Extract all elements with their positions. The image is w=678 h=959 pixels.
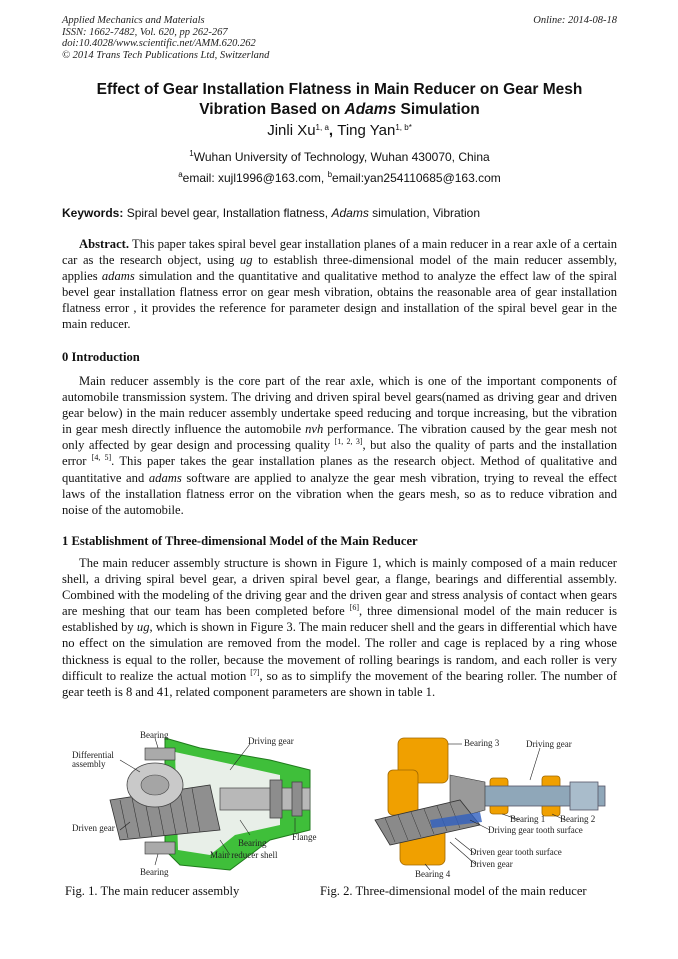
author-separator: ,	[328, 122, 338, 139]
main-reducer-assembly-image	[70, 730, 330, 880]
citation[interactable]: [7]	[250, 667, 260, 677]
email-b-sup: b	[327, 170, 333, 179]
abstract-text: simulation and the quantitative and qualitative method to analyze the effect law of the spiral bevel gear installation flatness error on gear mesh vibration, obtains the reasonable area of gear installation flatness error , it provides the reference for parameter design and installation of the spiral bevel gear in the main reducer.	[62, 269, 617, 332]
fig1-label-bearing-top: Bearing	[140, 730, 169, 740]
figure-2	[370, 730, 615, 880]
abstract-ug: ug	[239, 253, 253, 268]
abstract-text: This paper takes spiral bevel gear installation planes of a main reducer in a rear axle of a certain car as the research object, using	[62, 237, 617, 268]
keywords-label: Keywords:	[62, 206, 124, 220]
keywords	[62, 206, 480, 220]
email-a[interactable]: email: xujl1996@163.com,	[182, 171, 328, 185]
title-line-2	[62, 100, 617, 120]
fig1-label-flange: Flange	[292, 832, 317, 842]
author-1: Jinli Xu	[267, 122, 316, 139]
author-list	[62, 122, 617, 139]
fig1-label-bearing-bottom: Bearing	[140, 867, 169, 877]
title-text: Vibration Based on	[199, 101, 345, 118]
section-0-heading: 0 Introduction	[62, 350, 140, 364]
title-text-end: Simulation	[396, 101, 480, 118]
section-0-paragraph	[62, 373, 617, 518]
affiliation-text: Wuhan University of Technology, Wuhan 430070, China	[193, 150, 490, 164]
email-line	[62, 171, 617, 185]
keywords-emphasis: Adams	[331, 206, 369, 220]
section-0-text: , but also the quality of parts and the installation error	[62, 438, 618, 469]
fig1-label-driving-gear: Driving gear	[248, 736, 294, 746]
section-0-adams: adams	[148, 470, 182, 485]
journal-name: Applied Mechanics and Materials	[62, 15, 205, 26]
title-line-1: Effect of Gear Installation Flatness in Main Reducer on Gear Mesh	[96, 81, 583, 98]
issn-line: ISSN: 1662-7482, Vol. 620, pp 262-267	[62, 26, 228, 38]
section-1-text: , three dimensional model of the main reducer is established by	[62, 604, 617, 635]
email-b[interactable]: email:yan254110685@163.com	[332, 171, 501, 185]
citation[interactable]: [1, 2, 3]	[334, 437, 363, 447]
section-0-nvh: nvh	[305, 422, 324, 437]
section-0-text: software are applied to analyze the gear mesh vibration, trying to reveal the effect laws of the installation flatness error on the vibration when the gears mesh, so as to reduce vibration and noise of the automobile.	[62, 470, 617, 517]
paper-title	[62, 80, 617, 120]
affiliation	[62, 150, 617, 164]
fig2-label-driving-surface: Driving gear tooth surface	[488, 825, 583, 835]
abstract-adams: adams	[101, 269, 135, 284]
fig2-label-driven-surface: Driven gear tooth surface	[470, 847, 562, 857]
section-1-text: , which is shown in Figure 3. The main reducer shell and the gears in differential which have no effect on the simulation are removed from the model. The roller and cage is replaced by a ring whose thickness is equal to the roller, because the movement of rolling bearings is random, and each roller is very difficult to realize the actual motion	[62, 620, 618, 683]
fig1-label-driven-gear: Driven gear	[72, 823, 115, 833]
citation[interactable]: [6]	[349, 603, 360, 613]
section-0-text: performance. The vibration caused by the gear mesh not only affected by gear design and processing quality	[62, 422, 617, 453]
section-1-text: , so as to simplify the movement of the bearing roller. The number of gear teeth is 8 and 41, related component parameters are shown in table 1.	[62, 668, 617, 699]
three-dimensional-model-image	[370, 730, 615, 880]
author-1-sup: 1, a	[315, 123, 329, 132]
email-a-sup: a	[178, 170, 183, 179]
fig2-label-bearing3: Bearing 3	[464, 738, 500, 748]
journal-header	[62, 15, 617, 61]
online-date: Online: 2014-08-18	[533, 15, 617, 26]
title-emphasis: Adams	[344, 101, 397, 118]
figure-1	[70, 730, 330, 880]
fig1-label-differential: Differential	[72, 750, 114, 760]
abstract-text: to establish three-dimensional model of the main reducer assembly, applies	[62, 253, 617, 284]
affiliation-sup: 1	[189, 149, 194, 158]
fig2-label-bearing1: Bearing 1	[510, 814, 546, 824]
fig1-label-bearing-mid: Bearing	[238, 838, 267, 848]
fig2-label-bearing4: Bearing 4	[415, 869, 451, 879]
author-2: Ting Yan	[337, 122, 396, 139]
keywords-text-end: simulation, Vibration	[368, 206, 481, 220]
abstract-paragraph	[62, 236, 617, 333]
doi-line[interactable]: doi:10.4028/www.scientific.net/AMM.620.262	[62, 38, 256, 49]
fig2-label-driving-gear: Driving gear	[526, 739, 572, 749]
citation[interactable]: [4, 5]	[91, 453, 112, 463]
abstract-label: Abstract.	[79, 237, 130, 251]
author-2-sup: 1, b*	[395, 123, 412, 132]
fig2-label-bearing2: Bearing 2	[560, 814, 596, 824]
section-0-text: Main reducer assembly is the core part of the rear axle, which is one of the important components of automobile transmission system. The driving and driven spiral bevel gears(named as driving gear and driven gear below) in the main reducer assembly undertake speed reducing and torque increasing, but the vibration in gear mesh directly influence the automobile	[62, 374, 617, 437]
section-1-ug: ug	[136, 620, 150, 635]
copyright-line: © 2014 Trans Tech Publications Ltd, Switzerland	[62, 49, 270, 61]
section-1-text: The main reducer assembly structure is shown in Figure 1, which is mainly composed of a main reducer shell, a driving spiral bevel gear, a driven spiral bevel gear, a flange, bearings and differential assembly. Combined with the modeling of the driving gear and the driven gear and stress analysis of contact when gears are meshing that our team has been completed before	[62, 556, 617, 619]
section-0-text: . This paper takes the gear installation planes as the research object. Method of qualitative and quantitative and	[62, 454, 617, 485]
fig1-label-main-shell: Main reducer shell	[210, 850, 278, 860]
fig1-label-assembly: assembly	[72, 759, 106, 769]
figure-2-caption: Fig. 2. Three-dimensional model of the main reducer	[320, 884, 587, 898]
figure-1-caption: Fig. 1. The main reducer assembly	[65, 884, 240, 898]
section-1-paragraph	[62, 555, 617, 700]
fig2-label-driven-gear: Driven gear	[470, 859, 513, 869]
section-1-heading: 1 Establishment of Three-dimensional Model of the Main Reducer	[62, 534, 418, 548]
keywords-text: Spiral bevel gear, Installation flatness,	[123, 206, 332, 220]
